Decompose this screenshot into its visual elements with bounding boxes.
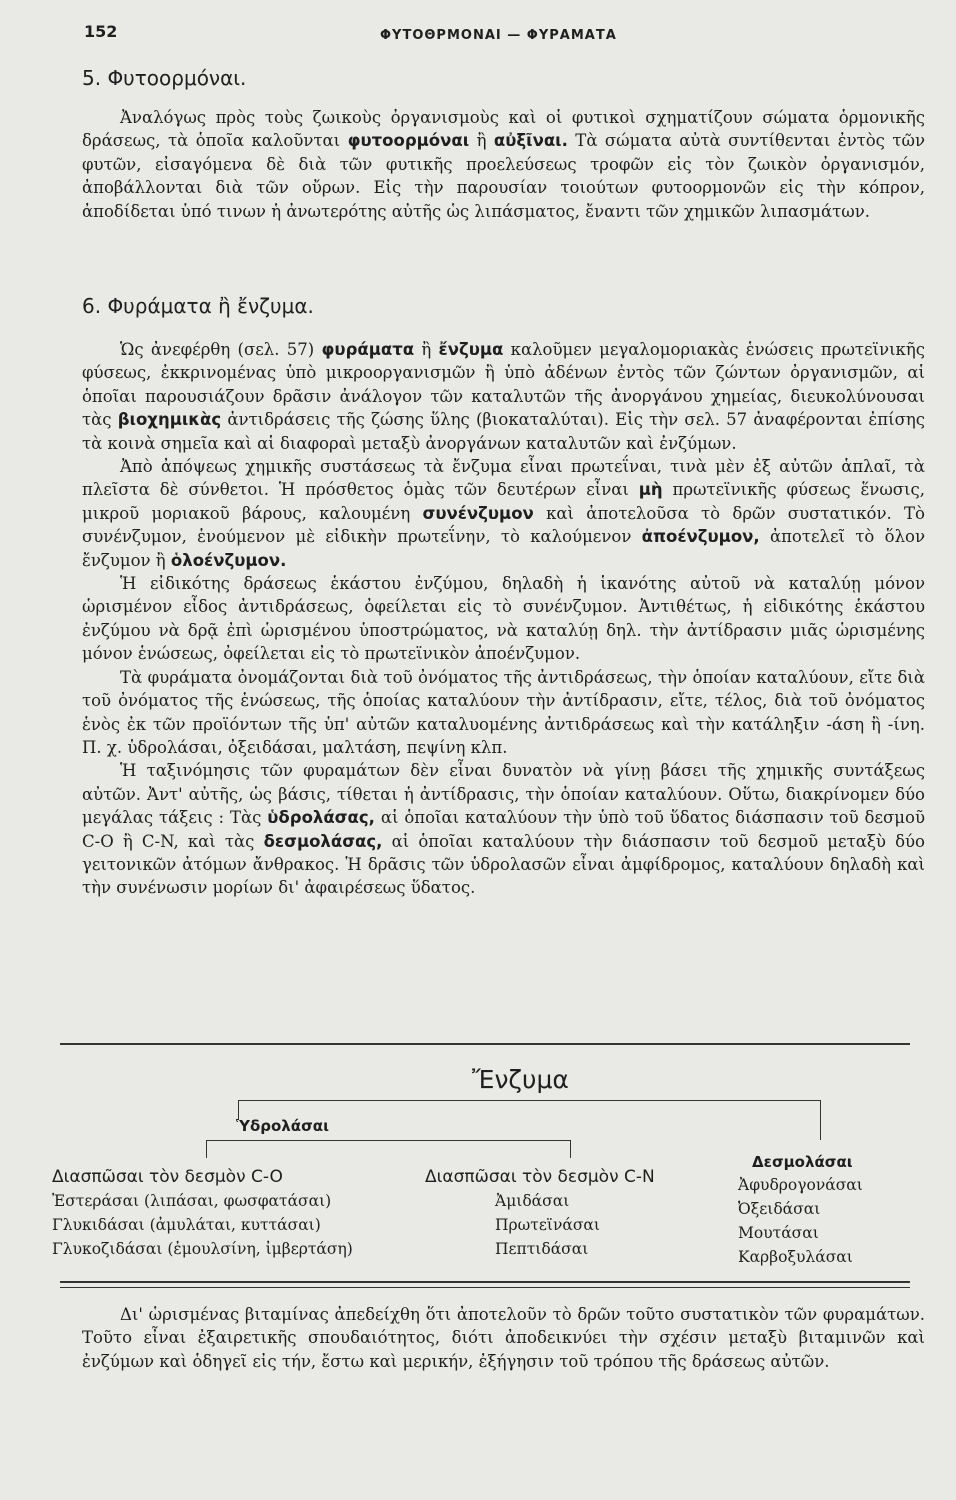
tree-branch-line	[238, 1100, 820, 1101]
desmolases-label: Δεσμολάσαι	[752, 1153, 853, 1171]
list-item: Ἀμιδάσαι	[495, 1192, 570, 1210]
diagram-title: Ἔνζυμα	[472, 1065, 569, 1094]
top-rule	[60, 1043, 910, 1045]
list-item: Ἐστεράσαι (λιπάσαι, φωσφατάσαι)	[52, 1192, 332, 1210]
paragraph: Τὰ φυράματα ὀνομάζονται διὰ τοῦ ὀνόματος τῆς ἀντιδράσεως, τὴν ὁποίαν καταλύουν, εἴτε διὰ τοῦ ὀνόματος τῆς ἑνώσεως, τῆς ὁποίας καταλύουν τὴν ἀντίδρασιν, εἴτε, τέλος, διὰ τοῦ ὀνόματος ἑνὸς ἐκ τῶν προϊόντων τῆς ὑπ' αὐτῶν καταλυομένης ἀντιδράσεως καὶ τὴν κατάληξιν -άση ἢ -ίνη. Π. χ. ὑδρολάσαι, ὀξειδάσαι, μαλτάση, πεψίνη κλπ.	[82, 667, 925, 757]
section-5-body	[82, 106, 925, 223]
section-5-heading: 5. Φυτοορμόναι.	[82, 66, 247, 90]
paragraph: Δι' ὡρισμένας βιταμίνας ἀπεδείχθη ὅτι ἀποτελοῦν τὸ δρῶν τοῦτο συστατικὸν τῶν φυραμάτων. Τοῦτο εἶναι ἐξαιρετικῆς σπουδαιότητος, διότι ἀποδεικνύει τὴν σχέσιν μεταξὺ βιταμινῶν καὶ ἐνζύμων καὶ ὁδηγεῖ εἰς τήν, ἔστω καὶ μερικήν, ἐξήγησιν τοῦ τρόπου τῆς δράσεως αὐτῶν.	[82, 1305, 925, 1371]
tree-branch-line	[820, 1100, 821, 1140]
tree-branch-line	[206, 1140, 570, 1141]
hydrolases-label: Ὑδρολάσαι	[236, 1117, 329, 1135]
column-header: Διασπῶσαι τὸν δεσμὸν C-N	[425, 1167, 655, 1187]
list-item: Μουτάσαι	[738, 1224, 819, 1242]
list-item: Πρωτεϊνάσαι	[495, 1216, 600, 1234]
page-number: 152	[84, 22, 118, 41]
paragraph: Ἀπὸ ἀπόψεως χημικῆς συστάσεως τὰ ἔνζυμα εἶναι πρωτεΐναι, τινὰ μὲν ἐξ αὐτῶν ἁπλαῖ, τὰ πλεῖστα δὲ σύνθετοι. Ἡ πρόσθετος ὁμὰς τῶν δευτέρων εἶναι μὴ πρωτεϊνικῆς φύσεως ἕνωσις, μικροῦ μοριακοῦ βάρους, καλουμένη συνένζυμον καὶ ἀποτελοῦσα τὸ δρῶν συστατικόν. Τὸ συνένζυμον, ἑνούμενον μὲ εἰδικὴν πρωτεΐνην, τὸ καλούμενον ἀποένζυμον, ἀποτελεῖ τὸ ὅλον ἔνζυμον ἢ ὁλοένζυμον.	[82, 457, 925, 570]
section-6-heading: 6. Φυράματα ἢ ἔνζυμα.	[82, 294, 314, 318]
list-item: Γλυκιδάσαι (ἀμυλάται, κυττάσαι)	[52, 1216, 321, 1234]
tree-branch-line	[206, 1140, 207, 1158]
section-6-body	[82, 338, 925, 900]
closing-paragraph	[82, 1303, 925, 1373]
paragraph: Ἡ εἰδικότης δράσεως ἑκάστου ἐνζύμου, δηλαδὴ ἡ ἱκανότης αὐτοῦ νὰ καταλύῃ μόνον ὡρισμένον εἶδος ἀντιδράσεως, ὀφείλεται εἰς τὸ συνένζυμον. Ἀντιθέτως, ἡ εἰδικότης ἑκάστου ἐνζύμου νὰ δρᾷ ἐπὶ ὡρισμένου ὑποστρώματος, νὰ καταλύῃ δηλ. τὴν ἀντίδρασιν μιᾶς ὡρισμένης μόνον ἑνώσεως, ὀφείλεται εἰς τὸ πρωτεϊνικὸν ἀποένζυμον.	[82, 574, 925, 664]
paragraph: Ἀναλόγως πρὸς τοὺς ζωικοὺς ὀργανισμοὺς καὶ οἱ φυτικοὶ σχηματίζουν σώματα ὁρμονικῆς δράσεως, τὰ ὁποῖα καλοῦνται φυτοορμόναι ἢ αὐξῖναι. Τὰ σώματα αὐτὰ συντίθενται ἐντὸς τῶν φυτῶν, εἰσαγόμενα δὲ διὰ τῶν φυτικῆς προελεύσεως τροφῶν εἰς τὸν ζωικὸν ὀργανισμόν, ἀποβάλλονται διὰ τῶν οὔρων. Εἰς τὴν παρουσίαν τοιούτων φυτοορμονῶν εἰς τὴν κόπρον, ἀποδίδεται ὑπό τινων ἡ ἀνωτερότης αὐτῆς ὡς λιπάσματος, ἔναντι τῶν χημικῶν λιπασμάτων.	[82, 108, 925, 221]
list-item: Ἀφυδρογονάσαι	[738, 1176, 863, 1194]
column-c-o	[52, 1165, 353, 1261]
list-item: Καρβοξυλάσαι	[738, 1248, 853, 1266]
list-item: Ὀξειδάσαι	[738, 1200, 821, 1218]
list-item: Γλυκοζιδάσαι (ἐμουλσίνη, ἰμβερτάση)	[52, 1240, 353, 1258]
paragraph: Ὡς ἀνεφέρθη (σελ. 57) φυράματα ἢ ἔνζυμα καλοῦμεν μεγαλομοριακὰς ἑνώσεις πρωτεϊνικῆς φύσεως, ἐκκρινομένας ὑπὸ μικροοργανισμῶν ἢ ὑπὸ ἀδένων ἐντὸς τῶν ζώντων ὀργανισμῶν, αἱ ὁποῖαι παρουσιάζουν δρᾶσιν ἀνάλογον τῶν καταλυτῶν τῆς ἀνοργάνου χημείας, διευκολύνουσαι τὰς βιοχημικὰς ἀντιδράσεις τῆς ζώσης ὕλης (βιοκαταλύται). Εἰς τὴν σελ. 57 ἀναφέρονται ἐπίσης τὰ κοινὰ σημεῖα καὶ αἱ διαφοραὶ μεταξὺ ἀνοργάνων καταλυτῶν καὶ ἐνζύμων.	[82, 340, 925, 453]
column-c-n	[425, 1165, 655, 1261]
list-item: Πεπτιδάσαι	[495, 1240, 589, 1258]
running-title: ΦΥΤΟΘΡΜΟΝΑΙ — ΦΥΡΑΜΑΤΑ	[380, 28, 617, 43]
paragraph: Ἡ ταξινόμησις τῶν φυραμάτων δὲν εἶναι δυνατὸν νὰ γίνῃ βάσει τῆς χημικῆς συντάξεως αὐτῶν. Ἀντ' αὐτῆς, ὡς βάσις, τίθεται ἡ ἀντίδρασις, τὴν ὁποίαν καταλύουν. Οὕτω, διακρίνομεν δύο μεγάλας τάξεις : Τὰς ὑδρολάσας, αἱ ὁποῖαι καταλύουν τὴν ὑπὸ τοῦ ὕδατος διάσπασιν τοῦ δεσμοῦ C-O ἢ C-N, καὶ τὰς δεσμολάσας, αἱ ὁποῖαι καταλύουν τὴν διάσπασιν τοῦ δεσμοῦ μεταξὺ δύο γειτονικῶν ἀτόμων ἄνθρακος. Ἡ δρᾶσις τῶν ὑδρολασῶν εἶναι ἀμφίδρομος, καταλύουν δηλαδὴ καὶ τὴν συνένωσιν μορίων δι' ἀφαιρέσεως ὕδατος.	[82, 761, 925, 898]
bottom-rule-thin	[60, 1287, 910, 1288]
bottom-rule	[60, 1281, 910, 1283]
column-header: Διασπῶσαι τὸν δεσμὸν C-O	[52, 1167, 283, 1187]
tree-branch-line	[570, 1140, 571, 1158]
column-desmolases	[738, 1173, 863, 1269]
